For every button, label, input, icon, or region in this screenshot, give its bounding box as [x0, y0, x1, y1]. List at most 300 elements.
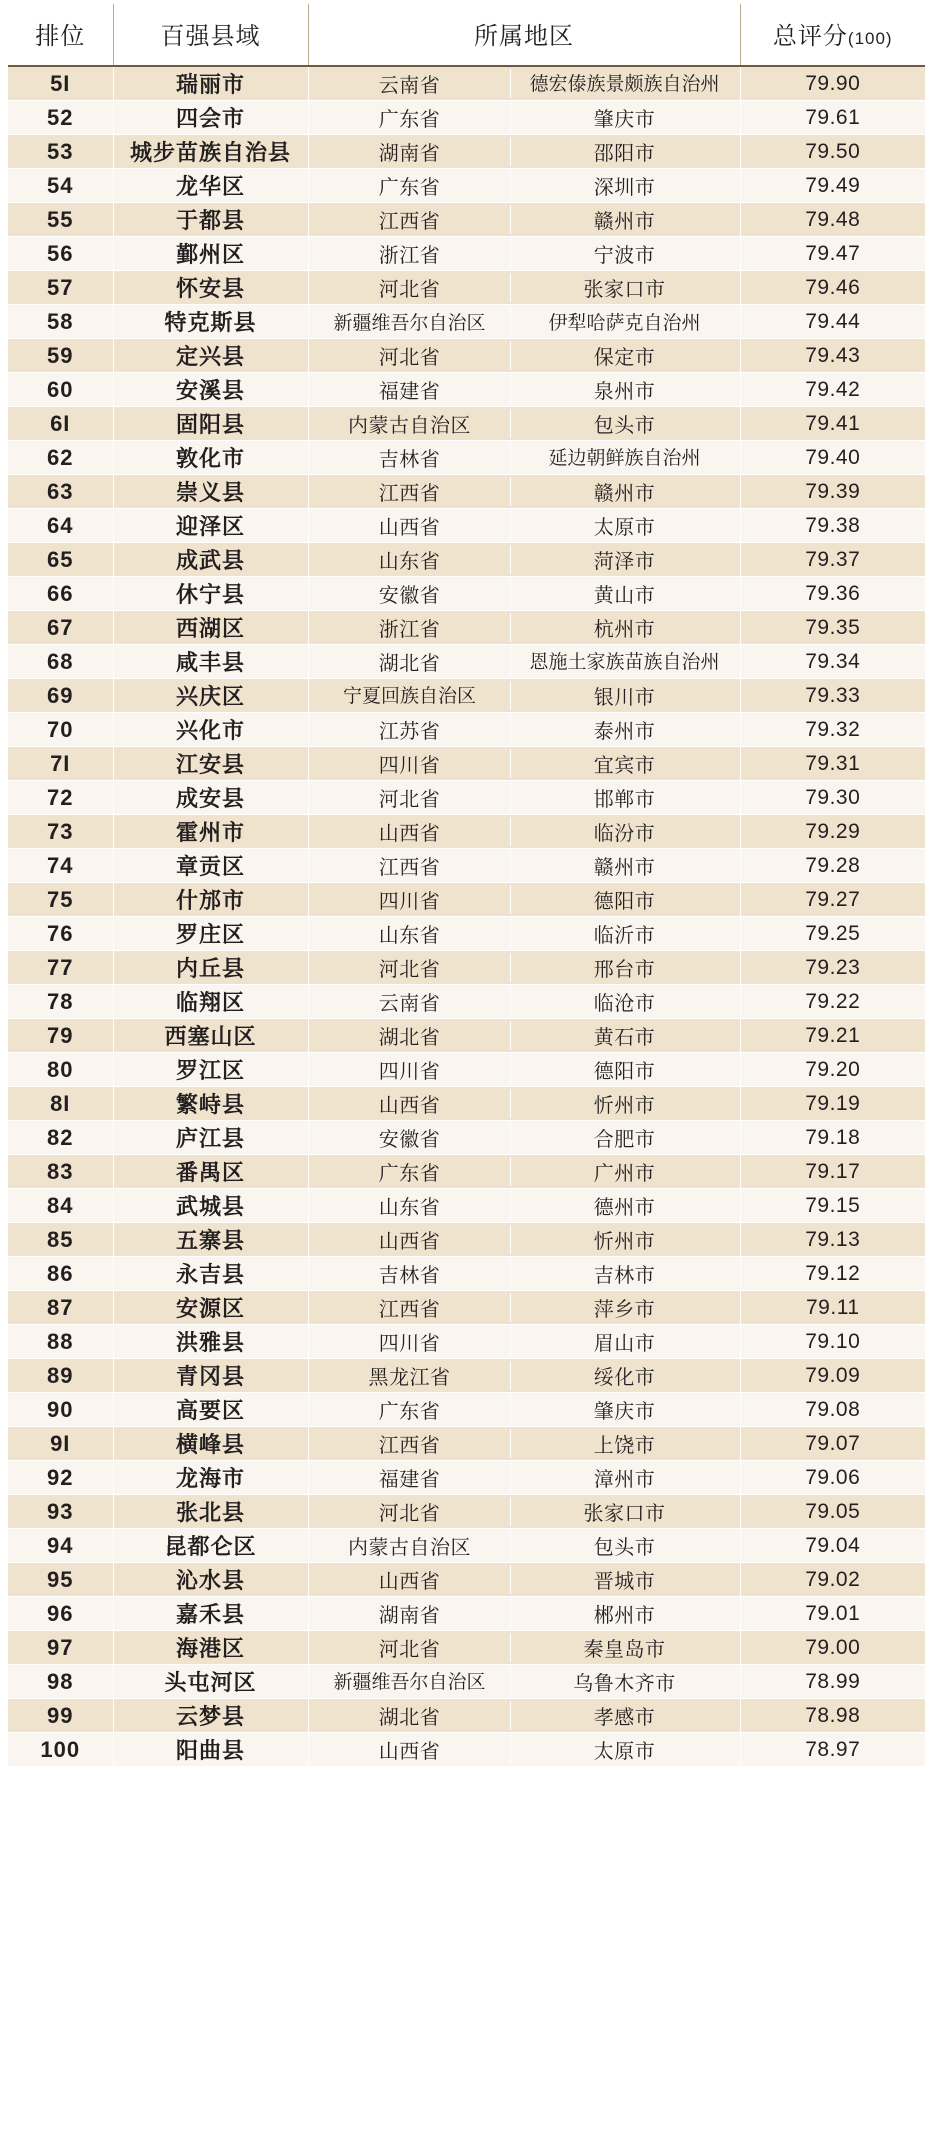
table-row [8, 407, 925, 441]
cell-county: 江安县 [113, 747, 308, 781]
table-row [8, 985, 925, 1019]
cell-city: 忻州市 [593, 1231, 656, 1253]
cell-score: 79.90 [740, 66, 925, 101]
cell-city: 恩施土家族苗族自治州 [529, 652, 720, 673]
cell-rank: 92 [8, 1461, 113, 1495]
cell-province: 湖南省 [378, 1605, 441, 1627]
cell-rank: 68 [8, 645, 113, 679]
cell-region [308, 951, 740, 985]
table-row [8, 1019, 925, 1053]
cell-county: 安源区 [113, 1291, 308, 1325]
cell-score: 79.25 [740, 917, 925, 951]
cell-county: 内丘县 [113, 951, 308, 985]
cell-score: 79.48 [740, 203, 925, 237]
table-row [8, 1325, 925, 1359]
cell-rank: 74 [8, 849, 113, 883]
cell-province: 山东省 [378, 925, 441, 947]
cell-city: 黄山市 [593, 585, 656, 607]
cell-region [308, 1291, 740, 1325]
cell-rank: 78 [8, 985, 113, 1019]
cell-county: 青冈县 [113, 1359, 308, 1393]
region-split [310, 783, 739, 812]
cell-county: 特克斯县 [113, 305, 308, 339]
cell-province: 广东省 [378, 1163, 441, 1185]
cell-region [308, 1597, 740, 1631]
region-split [310, 1701, 739, 1730]
cell-rank: 98 [8, 1665, 113, 1699]
cell-score: 79.40 [740, 441, 925, 475]
cell-province: 山西省 [378, 517, 441, 539]
cell-region [308, 577, 740, 611]
cell-rank: 60 [8, 373, 113, 407]
table-row [8, 1087, 925, 1121]
cell-rank: 77 [8, 951, 113, 985]
table-row [8, 441, 925, 475]
cell-province: 云南省 [378, 75, 441, 97]
cell-region [308, 1325, 740, 1359]
cell-region [308, 1495, 740, 1529]
cell-score: 79.20 [740, 1053, 925, 1087]
table-row [8, 1529, 925, 1563]
cell-city: 赣州市 [593, 483, 656, 505]
cell-city: 邵阳市 [593, 143, 656, 165]
cell-city: 赣州市 [593, 211, 656, 233]
cell-city: 泰州市 [593, 721, 656, 743]
cell-province: 山西省 [378, 1095, 441, 1117]
cell-region [308, 1393, 740, 1427]
cell-province: 安徽省 [378, 585, 441, 607]
top-hundred-counties-table [8, 4, 925, 1767]
table-row [8, 475, 925, 509]
cell-province: 新疆维吾尔自治区 [333, 1672, 486, 1693]
region-split [310, 1599, 739, 1628]
table-header-row [8, 4, 925, 66]
table-row [8, 1631, 925, 1665]
region-split [310, 579, 739, 608]
table-row [8, 237, 925, 271]
cell-city: 德州市 [593, 1197, 656, 1219]
cell-score: 79.07 [740, 1427, 925, 1461]
cell-region [308, 883, 740, 917]
cell-region [308, 917, 740, 951]
cell-region [308, 1529, 740, 1563]
region-split [310, 1463, 739, 1492]
cell-rank: 86 [8, 1257, 113, 1291]
cell-score: 78.97 [740, 1733, 925, 1767]
region-split [310, 715, 739, 744]
cell-province: 广东省 [378, 1401, 441, 1423]
cell-county: 繁峙县 [113, 1087, 308, 1121]
cell-rank: 79 [8, 1019, 113, 1053]
cell-province: 广东省 [378, 177, 441, 199]
cell-province: 云南省 [378, 993, 441, 1015]
cell-county: 洪雅县 [113, 1325, 308, 1359]
cell-city: 德阳市 [593, 891, 656, 913]
cell-province: 吉林省 [378, 449, 441, 471]
cell-rank: 62 [8, 441, 113, 475]
cell-province: 宁夏回族自治区 [342, 686, 476, 707]
region-split [310, 749, 739, 778]
score-unit: (100) [847, 29, 893, 48]
region-split [310, 511, 739, 540]
cell-score: 79.61 [740, 101, 925, 135]
cell-region [308, 101, 740, 135]
region-split [310, 1123, 739, 1152]
cell-province: 四川省 [378, 1061, 441, 1083]
cell-region [308, 1563, 740, 1597]
cell-region [308, 1019, 740, 1053]
cell-county: 罗庄区 [113, 917, 308, 951]
cell-county: 安溪县 [113, 373, 308, 407]
cell-county: 鄞州区 [113, 237, 308, 271]
column-header-region: 所属地区 [308, 4, 740, 66]
column-header-county: 百强县域 [113, 4, 308, 66]
cell-rank: 89 [8, 1359, 113, 1393]
cell-score: 79.30 [740, 781, 925, 815]
cell-county: 沁水县 [113, 1563, 308, 1597]
table-row [8, 1597, 925, 1631]
table-row [8, 1427, 925, 1461]
region-split [310, 205, 739, 234]
cell-score: 79.04 [740, 1529, 925, 1563]
cell-score: 79.28 [740, 849, 925, 883]
region-split [310, 477, 739, 506]
cell-score: 79.32 [740, 713, 925, 747]
cell-rank: 96 [8, 1597, 113, 1631]
cell-city: 吉林市 [593, 1265, 656, 1287]
cell-region [308, 1699, 740, 1733]
cell-region [308, 1121, 740, 1155]
cell-city: 晋城市 [593, 1571, 656, 1593]
table-row [8, 815, 925, 849]
cell-region [308, 305, 740, 339]
cell-county: 龙海市 [113, 1461, 308, 1495]
cell-city: 泉州市 [593, 381, 656, 403]
cell-city: 绥化市 [593, 1367, 656, 1389]
score-label: 总评分 [772, 23, 848, 50]
cell-score: 78.99 [740, 1665, 925, 1699]
region-split [310, 1633, 739, 1662]
cell-county: 迎泽区 [113, 509, 308, 543]
cell-province: 河北省 [378, 1639, 441, 1661]
cell-rank: 87 [8, 1291, 113, 1325]
region-split [310, 409, 739, 438]
cell-region [308, 611, 740, 645]
region-split [310, 1293, 739, 1322]
table-row [8, 1461, 925, 1495]
cell-rank: 99 [8, 1699, 113, 1733]
cell-city: 乌鲁木齐市 [573, 1673, 676, 1695]
cell-region [308, 66, 740, 101]
cell-rank: 95 [8, 1563, 113, 1597]
cell-rank: 56 [8, 237, 113, 271]
cell-province: 山东省 [378, 551, 441, 573]
cell-county: 西湖区 [113, 611, 308, 645]
cell-city: 郴州市 [593, 1605, 656, 1627]
cell-city: 德宏傣族景颇族自治州 [529, 74, 720, 95]
cell-rank: 6I [8, 407, 113, 441]
cell-rank: 76 [8, 917, 113, 951]
cell-county: 西塞山区 [113, 1019, 308, 1053]
cell-region [308, 1427, 740, 1461]
table-row [8, 951, 925, 985]
region-split [310, 273, 739, 302]
cell-rank: 82 [8, 1121, 113, 1155]
cell-province: 安徽省 [378, 1129, 441, 1151]
region-split [310, 1361, 739, 1390]
region-split [310, 953, 739, 982]
cell-region [308, 1257, 740, 1291]
table-row [8, 747, 925, 781]
cell-rank: 5I [8, 66, 113, 101]
cell-county: 龙华区 [113, 169, 308, 203]
cell-region [308, 679, 740, 713]
cell-county: 固阳县 [113, 407, 308, 441]
cell-city: 太原市 [593, 517, 656, 539]
cell-city: 菏泽市 [593, 551, 656, 573]
cell-county: 咸丰县 [113, 645, 308, 679]
cell-region [308, 271, 740, 305]
cell-county: 兴化市 [113, 713, 308, 747]
cell-county: 于都县 [113, 203, 308, 237]
cell-score: 79.06 [740, 1461, 925, 1495]
region-split [310, 1565, 739, 1594]
cell-city: 杭州市 [593, 619, 656, 641]
cell-province: 四川省 [378, 1333, 441, 1355]
cell-city: 邢台市 [593, 959, 656, 981]
region-split [310, 545, 739, 574]
cell-rank: 70 [8, 713, 113, 747]
cell-rank: 90 [8, 1393, 113, 1427]
cell-county: 定兴县 [113, 339, 308, 373]
table-row [8, 1563, 925, 1597]
cell-province: 山西省 [378, 823, 441, 845]
cell-score: 78.98 [740, 1699, 925, 1733]
cell-city: 广州市 [593, 1163, 656, 1185]
table-row [8, 883, 925, 917]
cell-rank: 7I [8, 747, 113, 781]
cell-county: 怀安县 [113, 271, 308, 305]
table-row [8, 305, 925, 339]
cell-rank: 72 [8, 781, 113, 815]
column-header-rank: 排位 [8, 4, 113, 66]
cell-county: 云梦县 [113, 1699, 308, 1733]
cell-county: 武城县 [113, 1189, 308, 1223]
region-split [310, 171, 739, 200]
cell-city: 保定市 [593, 347, 656, 369]
cell-score: 79.01 [740, 1597, 925, 1631]
cell-province: 河北省 [378, 1503, 441, 1525]
cell-rank: 65 [8, 543, 113, 577]
region-split [310, 375, 739, 404]
cell-county: 永吉县 [113, 1257, 308, 1291]
table-row [8, 1733, 925, 1767]
region-split [310, 647, 739, 676]
cell-county: 崇义县 [113, 475, 308, 509]
cell-city: 太原市 [593, 1741, 656, 1763]
cell-county: 张北县 [113, 1495, 308, 1529]
cell-city: 肇庆市 [593, 1401, 656, 1423]
cell-region [308, 169, 740, 203]
region-split [310, 681, 739, 710]
cell-city: 眉山市 [593, 1333, 656, 1355]
table-row [8, 645, 925, 679]
cell-province: 江西省 [378, 211, 441, 233]
cell-rank: 88 [8, 1325, 113, 1359]
column-header-score [740, 4, 925, 66]
cell-rank: 93 [8, 1495, 113, 1529]
cell-city: 临汾市 [593, 823, 656, 845]
region-split [310, 1225, 739, 1254]
cell-score: 79.34 [740, 645, 925, 679]
table-row [8, 203, 925, 237]
cell-county: 城步苗族自治县 [113, 135, 308, 169]
cell-rank: 55 [8, 203, 113, 237]
cell-rank: 59 [8, 339, 113, 373]
cell-province: 浙江省 [378, 245, 441, 267]
region-split [310, 103, 739, 132]
cell-city: 黄石市 [593, 1027, 656, 1049]
cell-score: 79.50 [740, 135, 925, 169]
cell-score: 79.09 [740, 1359, 925, 1393]
cell-province: 河北省 [378, 347, 441, 369]
cell-score: 79.10 [740, 1325, 925, 1359]
cell-score: 79.37 [740, 543, 925, 577]
cell-county: 头屯河区 [113, 1665, 308, 1699]
cell-rank: 8I [8, 1087, 113, 1121]
region-split [310, 1055, 739, 1084]
table-row [8, 1699, 925, 1733]
cell-province: 新疆维吾尔自治区 [333, 313, 486, 334]
cell-county: 昆都仑区 [113, 1529, 308, 1563]
cell-county: 瑞丽市 [113, 66, 308, 101]
cell-score: 79.11 [740, 1291, 925, 1325]
cell-rank: 63 [8, 475, 113, 509]
table-row [8, 1495, 925, 1529]
cell-county: 临翔区 [113, 985, 308, 1019]
cell-score: 79.39 [740, 475, 925, 509]
cell-score: 79.08 [740, 1393, 925, 1427]
cell-score: 79.15 [740, 1189, 925, 1223]
cell-county: 横峰县 [113, 1427, 308, 1461]
cell-province: 浙江省 [378, 619, 441, 641]
cell-region [308, 509, 740, 543]
cell-rank: 66 [8, 577, 113, 611]
cell-score: 79.46 [740, 271, 925, 305]
cell-rank: 57 [8, 271, 113, 305]
cell-rank: 9I [8, 1427, 113, 1461]
cell-county: 庐江县 [113, 1121, 308, 1155]
cell-region [308, 1053, 740, 1087]
cell-region [308, 237, 740, 271]
cell-province: 吉林省 [378, 1265, 441, 1287]
region-split [310, 239, 739, 268]
cell-region [308, 1189, 740, 1223]
table-row [8, 577, 925, 611]
cell-city: 延边朝鲜族自治州 [548, 448, 701, 469]
cell-region [308, 407, 740, 441]
table-row [8, 271, 925, 305]
cell-score: 79.18 [740, 1121, 925, 1155]
region-split [310, 1735, 739, 1764]
table-row [8, 1155, 925, 1189]
cell-region [308, 1665, 740, 1699]
cell-score: 79.33 [740, 679, 925, 713]
cell-province: 山西省 [378, 1741, 441, 1763]
cell-rank: 94 [8, 1529, 113, 1563]
cell-score: 79.22 [740, 985, 925, 1019]
table-row [8, 101, 925, 135]
cell-region [308, 747, 740, 781]
cell-city: 赣州市 [593, 857, 656, 879]
cell-city: 包头市 [593, 415, 656, 437]
cell-county: 什邡市 [113, 883, 308, 917]
cell-city: 临沧市 [593, 993, 656, 1015]
cell-score: 79.41 [740, 407, 925, 441]
region-split [310, 851, 739, 880]
cell-province: 江西省 [378, 1435, 441, 1457]
region-split [310, 817, 739, 846]
table-row [8, 509, 925, 543]
cell-city: 肇庆市 [593, 109, 656, 131]
cell-city: 包头市 [593, 1537, 656, 1559]
cell-score: 79.44 [740, 305, 925, 339]
cell-province: 四川省 [378, 891, 441, 913]
cell-rank: 52 [8, 101, 113, 135]
cell-region [308, 1155, 740, 1189]
table-row [8, 1121, 925, 1155]
table-row [8, 339, 925, 373]
cell-county: 四会市 [113, 101, 308, 135]
cell-score: 79.13 [740, 1223, 925, 1257]
cell-city: 合肥市 [593, 1129, 656, 1151]
cell-city: 德阳市 [593, 1061, 656, 1083]
cell-region [308, 543, 740, 577]
table-row [8, 1223, 925, 1257]
cell-region [308, 441, 740, 475]
cell-city: 宜宾市 [593, 755, 656, 777]
cell-region [308, 1087, 740, 1121]
cell-province: 山西省 [378, 1571, 441, 1593]
table-row [8, 1359, 925, 1393]
cell-rank: 67 [8, 611, 113, 645]
table-row [8, 849, 925, 883]
region-split [310, 987, 739, 1016]
cell-region [308, 203, 740, 237]
cell-province: 湖北省 [378, 1707, 441, 1729]
cell-rank: 54 [8, 169, 113, 203]
cell-province: 湖南省 [378, 143, 441, 165]
region-split [310, 1531, 739, 1560]
cell-county: 章贡区 [113, 849, 308, 883]
table-row [8, 611, 925, 645]
region-split [310, 885, 739, 914]
cell-score: 79.17 [740, 1155, 925, 1189]
cell-rank: 53 [8, 135, 113, 169]
cell-rank: 85 [8, 1223, 113, 1257]
region-split [310, 613, 739, 642]
cell-score: 79.31 [740, 747, 925, 781]
cell-county: 高要区 [113, 1393, 308, 1427]
cell-city: 张家口市 [583, 1503, 666, 1525]
table-row [8, 679, 925, 713]
cell-region [308, 1359, 740, 1393]
region-split [310, 1157, 739, 1186]
cell-rank: 80 [8, 1053, 113, 1087]
region-split [310, 1429, 739, 1458]
table-row [8, 169, 925, 203]
cell-province: 广东省 [378, 109, 441, 131]
